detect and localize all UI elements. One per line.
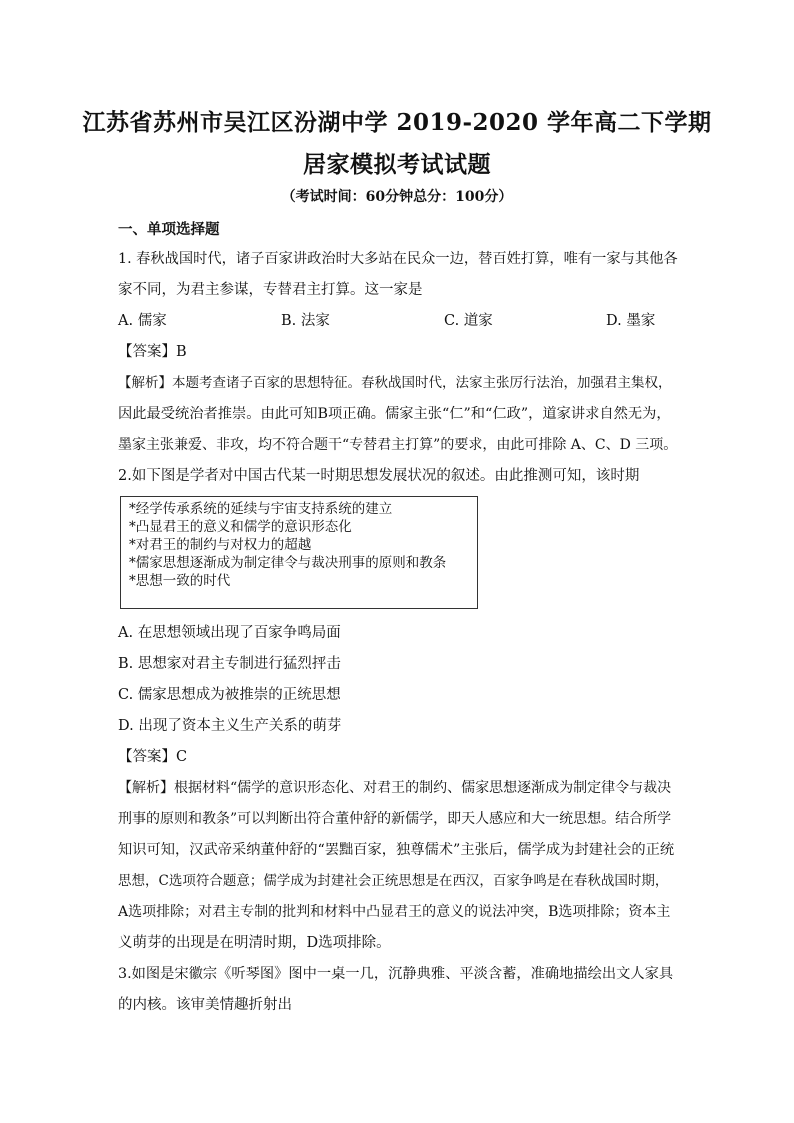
q1-option-b: B. 法家 xyxy=(281,313,330,329)
q2-option-b: B. 思想家对君主专制进行猛烈抨击 xyxy=(118,656,341,672)
q3-stem-line-1: 3.如图是宋徽宗《听琴图》图中一桌一几，沉静典雅、平淡含蓄，准确地描绘出文人家具 xyxy=(118,966,674,982)
q1-option-a: A. 儒家 xyxy=(118,313,167,329)
q2-stem: 2.如下图是学者对中国古代某一时期思想发展状况的叙述。由此推测可知，该时期 xyxy=(118,468,640,484)
q1-stem-line-2: 家不同，为君主参谋，专替君主打算。这一家是 xyxy=(118,282,423,298)
q2-material-line-3: *对君王的制约与对权力的超越 xyxy=(129,537,312,553)
q2-option-d: D. 出现了资本主义生产关系的萌芽 xyxy=(118,718,342,734)
q2-material-line-4: *儒家思想逐渐成为制定律令与裁决刑事的原则和教条 xyxy=(129,555,447,571)
q1-answer: 【答案】B xyxy=(118,344,187,360)
q2-material-box xyxy=(120,496,478,609)
q1-option-c: C. 道家 xyxy=(444,313,493,329)
q2-analysis-line-1: 【解析】根据材料“儒学的意识形态化、对君王的制约、儒家思想逐渐成为制定律令与裁决 xyxy=(118,780,672,796)
q3-stem-line-2: 的内核。该审美情趣折射出 xyxy=(118,997,292,1013)
q2-analysis-line-6: 义萌芽的出现是在明清时期，D选项排除。 xyxy=(118,935,391,951)
q2-answer: 【答案】C xyxy=(118,749,188,765)
q2-analysis-line-3: 知识可知，汉武帝采纳董仲舒的“罢黜百家，独尊儒术”主张后，儒学成为封建社会的正统 xyxy=(118,842,675,858)
q1-analysis-line-1: 【解析】本题考查诸子百家的思想特征。春秋战国时代，法家主张厉行法治，加强君主集权， xyxy=(118,375,672,391)
q2-material-line-2: *凸显君王的意义和儒学的意识形态化 xyxy=(129,519,352,535)
q2-option-c: C. 儒家思想成为被推崇的正统思想 xyxy=(118,687,341,703)
q2-option-a: A. 在思想领域出现了百家争鸣局面 xyxy=(118,625,341,641)
q2-material-line-1: *经学传承系统的延续与宇宙支持系统的建立 xyxy=(129,501,393,517)
q1-option-d: D. 墨家 xyxy=(606,313,656,329)
q2-analysis-line-4: 思想，C选项符合题意；儒学成为封建社会正统思想是在西汉，百家争鸣是在春秋战国时期， xyxy=(118,873,669,889)
section-heading: 一、单项选择题 xyxy=(118,221,220,238)
q1-stem-line-1: 1. 春秋战国时代，诸子百家讲政治时大多站在民众一边，替百姓打算，唯有一家与其他各 xyxy=(118,251,678,267)
q2-analysis-line-5: A选项排除；对君主专制的批判和材料中凸显君王的意义的说法冲突，B选项排除；资本主 xyxy=(118,904,671,920)
q2-analysis-line-2: 刑事的原则和教条”可以判断出符合董仲舒的新儒学，即天人感应和大一统思想。结合所学 xyxy=(118,811,672,827)
document-title-line-2: 居家模拟考试试题 xyxy=(303,151,491,178)
document-title-line-1: 江苏省苏州市吴江区汾湖中学 2019-2020 学年高二下学期 xyxy=(82,109,712,136)
q2-material-line-5: *思想一致的时代 xyxy=(129,573,231,589)
q1-analysis-line-3: 墨家主张兼爱、非攻，均不符合题干“专替君主打算”的要求，由此可排除 A、C、D 三项。 xyxy=(118,437,678,453)
q1-analysis-line-2: 因此最受统治者推崇。由此可知B项正确。儒家主张“仁”和“仁政”，道家讲求自然无为， xyxy=(118,406,671,422)
exam-info: （考试时间：60分钟总分：100分） xyxy=(281,189,513,205)
